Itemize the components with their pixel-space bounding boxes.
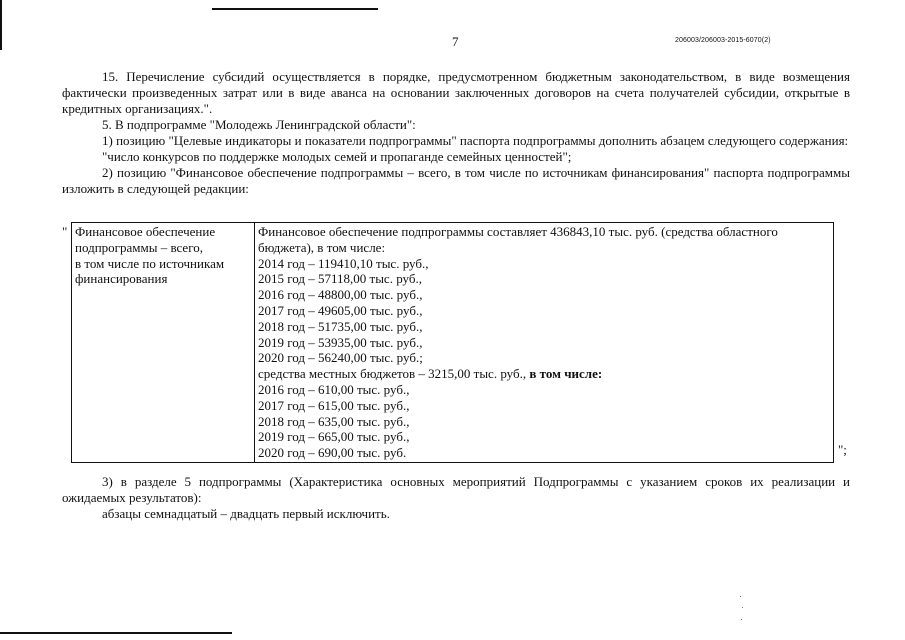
paragraph-5-3-sub: абзацы семнадцатый – двадцать первый исключить. [102, 506, 390, 521]
page-number: 7 [452, 34, 459, 49]
paragraph-5-3: 3) в разделе 5 подпрограммы (Характеристика основных мероприятий Подпрограммы с указанием сроков их реализации и ожидаемых результатов): [62, 474, 850, 505]
local-budget-line [258, 366, 830, 382]
paragraph-15: 15. Перечисление субсидий осуществляется в порядке, предусмотренном бюджетным законодательством, в виде возмещения фактически произведенных затрат или в виде аванса на основании заключенных договоров на счета получателей субсидии, открытые в кредитных организациях.". [62, 69, 850, 116]
scan-speck [741, 619, 742, 620]
paragraph-5: 5. В подпрограмме "Молодежь Ленинградской области": [102, 117, 416, 132]
scan-edge-mark [0, 0, 2, 50]
paragraph-5-1: 1) позицию "Целевые индикаторы и показатели подпрограммы" паспорта подпрограммы дополнить абзацем следующего содержания: [102, 133, 849, 148]
left-cell-line: Финансовое обеспечение [75, 224, 216, 239]
local-year-line: 2019 год – 665,00 тыс. руб., [258, 429, 410, 445]
body-text-upper [62, 69, 850, 197]
regional-year-line: 2019 год – 53935,00 тыс. руб., [258, 334, 423, 350]
funding-table [71, 222, 834, 463]
funding-total-text: Финансовое обеспечение подпрограммы составляет 436843,10 тыс. руб. (средства областного бюджета), в том числе: [258, 224, 778, 255]
paragraph-5-1-quote: "число конкурсов по поддержке молодых семей и пропаганде семейных ценностей"; [102, 149, 572, 164]
local-budget-bold-text: в том числе: [526, 366, 603, 382]
local-year-line: 2018 год – 635,00 тыс. руб., [258, 413, 410, 429]
local-year-line: 2016 год – 610,00 тыс. руб., [258, 381, 410, 397]
scan-speck [742, 607, 743, 608]
left-cell-line: финансирования [75, 271, 168, 287]
regional-year-line: 2020 год – 56240,00 тыс. руб.; [258, 350, 423, 366]
table-close-quote: "; [838, 442, 847, 457]
body-text-lower [62, 474, 850, 522]
left-cell-line: подпрограммы – всего, [75, 239, 203, 255]
document-code: 206003/206003-2015-6070(2) [675, 37, 771, 44]
table-left-cell [72, 223, 255, 463]
header-rule [212, 8, 378, 10]
local-budget-text: средства местных бюджетов – 3215,00 тыс. руб., [258, 366, 527, 382]
local-year-line: 2017 год – 615,00 тыс. руб., [258, 397, 410, 413]
regional-year-line: 2016 год – 48800,00 тыс. руб., [258, 287, 423, 303]
table-row [72, 223, 834, 463]
regional-year-line: 2017 год – 49605,00 тыс. руб., [258, 302, 423, 318]
regional-year-line: 2018 год – 51735,00 тыс. руб., [258, 318, 423, 334]
regional-year-line: 2015 год – 57118,00 тыс. руб., [258, 271, 422, 287]
regional-year-line: 2014 год – 119410,10 тыс. руб., [258, 255, 429, 271]
left-cell-line: в том числе по источникам [75, 255, 225, 271]
table-right-cell [255, 223, 834, 463]
footer-rule [0, 632, 232, 634]
paragraph-5-2: 2) позицию "Финансовое обеспечение подпрограммы – всего, в том числе по источникам финансирования" паспорта подпрограммы изложить в следующей редакции: [62, 165, 850, 196]
local-year-line: 2020 год – 690,00 тыс. руб. [258, 445, 407, 461]
scan-speck [740, 596, 741, 597]
table-open-quote: " [62, 224, 68, 239]
